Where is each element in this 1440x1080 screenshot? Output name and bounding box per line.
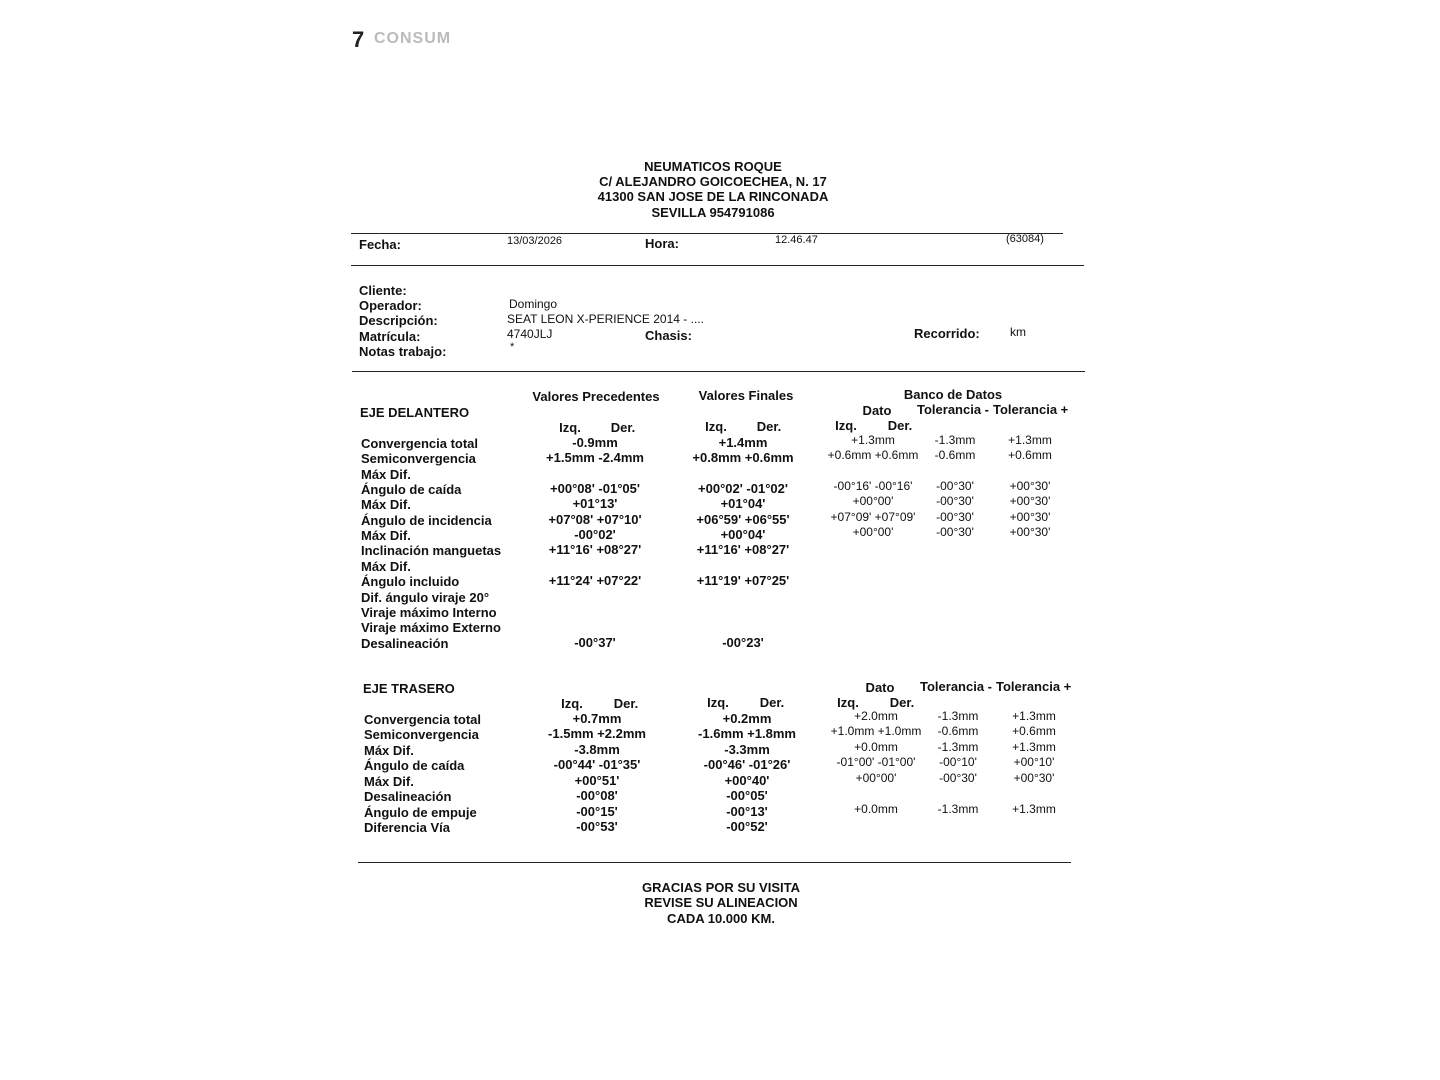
hora-value: 12.46.47: [775, 234, 818, 246]
tolerance-minus: -1.3mm: [937, 801, 979, 816]
rear-prev-izq-heading: Izq.: [561, 696, 583, 711]
rear-db-izq-heading: Izq.: [837, 695, 859, 710]
hora-label: Hora:: [645, 236, 679, 251]
front-tol-minus-heading: Tolerancia -: [917, 402, 990, 417]
spec-value: +07°09' +07°09': [830, 509, 916, 524]
row-label: Diferencia Vía: [364, 820, 450, 836]
shop-phone: SEVILLA 954791086: [651, 205, 775, 220]
col-heading-database: Banco de Datos: [903, 387, 1003, 402]
logo-mark: 7: [352, 27, 365, 52]
notas-label: Notas trabajo:: [359, 344, 447, 359]
tolerance-plus: +1.3mm: [1008, 433, 1052, 447]
shop-city: 41300 SAN JOSE DE LA RINCONADA: [597, 189, 829, 204]
prev-value: +11°16' +08°27': [548, 542, 642, 558]
prev-value: -3.8mm: [574, 741, 620, 757]
rear-tol-minus-heading: Tolerancia -: [920, 679, 993, 694]
tolerance-minus: -1.3mm: [934, 433, 976, 447]
spec-value: +1.0mm +1.0mm: [830, 724, 922, 739]
report-number: (63084): [1006, 233, 1044, 245]
row-label: Viraje máximo Externo: [361, 620, 501, 636]
tolerance-minus: -00°30': [936, 509, 974, 524]
row-label: Semiconvergencia: [361, 451, 476, 467]
spec-value: +0.0mm: [854, 801, 898, 816]
final-value: +00°04': [720, 527, 766, 543]
front-fin-izq-heading: Izq.: [705, 419, 727, 434]
spec-value: +1.3mm: [851, 433, 895, 447]
spec-value: +2.0mm: [854, 709, 898, 723]
tolerance-plus: +00°30': [1009, 525, 1051, 540]
final-value: +1.4mm: [718, 435, 768, 450]
spec-value: +00°00': [852, 525, 894, 540]
prev-value: -0.9mm: [572, 435, 618, 450]
row-label: Semiconvergencia: [364, 727, 479, 743]
final-value: -3.3mm: [724, 741, 770, 757]
operador-value: Domingo: [509, 297, 558, 311]
prev-value: +1.5mm -2.4mm: [546, 450, 644, 466]
prev-value: -00°02': [574, 527, 616, 543]
recorrido-unit: km: [1010, 325, 1026, 339]
tolerance-plus: +0.6mm: [1012, 724, 1056, 739]
prev-value: -00°37': [574, 634, 616, 650]
row-label: Convergencia total: [364, 712, 482, 727]
divider: [351, 265, 1084, 266]
rear-dato-heading: Dato: [865, 680, 895, 695]
spec-value: +0.6mm +0.6mm: [827, 448, 919, 463]
row-label: Desalineación: [361, 635, 449, 651]
row-label: Máx Dif.: [364, 773, 414, 789]
prev-value: +11°24' +07°22': [548, 573, 642, 589]
final-value: -00°13': [726, 803, 768, 819]
cliente-label: Cliente:: [359, 283, 407, 298]
recorrido-label: Recorrido:: [914, 326, 980, 341]
row-label: Ángulo incluido: [361, 574, 460, 590]
prev-value: +00°51': [574, 772, 620, 788]
front-fin-der-heading: Der.: [756, 419, 782, 434]
prev-value: +0.7mm: [572, 711, 622, 726]
tolerance-plus: +1.3mm: [1012, 801, 1056, 816]
chasis-label: Chasis:: [645, 328, 692, 343]
final-value: -1.6mm +1.8mm: [698, 726, 796, 742]
logo-text: CONSUM: [374, 30, 452, 47]
final-value: -00°52': [726, 819, 768, 835]
tolerance-plus: +1.3mm: [1012, 739, 1056, 754]
tolerance-plus: +00°30': [1009, 494, 1051, 509]
footer-reminder: REVISE SU ALINEACION: [644, 895, 798, 910]
final-value: +00°02' -01°02': [698, 481, 788, 497]
prev-value: -00°44' -01°35': [553, 757, 641, 773]
row-label: Máx Dif.: [361, 466, 411, 482]
prev-value: -1.5mm +2.2mm: [548, 726, 646, 742]
tolerance-minus: -00°30': [936, 525, 974, 540]
spec-value: +0.0mm: [854, 739, 898, 754]
spec-value: +00°00': [852, 494, 894, 509]
spec-value: +00°00': [855, 770, 897, 785]
row-label: Ángulo de incidencia: [361, 512, 492, 528]
store-logo: [352, 27, 452, 53]
row-label: Desalineación: [364, 789, 452, 805]
tolerance-plus: +1.3mm: [1012, 709, 1056, 723]
operador-label: Operador:: [359, 298, 422, 313]
rear-tol-plus-heading: Tolerancia +: [996, 679, 1072, 694]
front-prev-der-heading: Der.: [610, 420, 636, 435]
tolerance-minus: -00°10': [939, 755, 977, 770]
row-label: Máx Dif.: [361, 558, 411, 574]
prev-value: -00°15': [576, 803, 618, 819]
row-label: Viraje máximo Interno: [361, 604, 497, 620]
front-axle-title: EJE DELANTERO: [360, 405, 470, 420]
fecha-label: Fecha:: [359, 237, 401, 252]
tolerance-plus: +00°30': [1009, 479, 1051, 494]
front-tol-plus-heading: Tolerancia +: [993, 402, 1069, 417]
row-label: Convergencia total: [361, 436, 479, 451]
divider: [351, 233, 1063, 234]
spec-value: -01°00' -01°00': [836, 755, 916, 770]
row-label: Dif. ángulo viraje 20°: [361, 589, 490, 605]
tolerance-minus: -1.3mm: [937, 739, 979, 754]
rear-fin-izq-heading: Izq.: [707, 695, 729, 710]
matricula-value: 4740JLJ: [507, 327, 553, 341]
footer-thanks: GRACIAS POR SU VISITA: [642, 880, 800, 895]
final-value: -00°05': [726, 788, 768, 804]
tolerance-minus: -00°30': [936, 494, 974, 509]
row-label: Máx Dif.: [364, 742, 414, 758]
front-db-der-heading: Der.: [887, 418, 913, 433]
final-value: -00°23': [722, 634, 764, 650]
tolerance-plus: +0.6mm: [1008, 448, 1052, 463]
final-value: +01°04': [720, 496, 766, 512]
row-label: Máx Dif.: [361, 497, 411, 513]
col-heading-final: Valores Finales: [698, 388, 794, 403]
prev-value: -00°08': [576, 788, 618, 804]
row-label: Ángulo de caída: [364, 758, 465, 774]
rear-axle-title: EJE TRASERO: [363, 681, 455, 696]
final-value: +06°59' +06°55': [696, 511, 790, 527]
rear-prev-der-heading: Der.: [613, 696, 639, 711]
final-value: +0.8mm +0.6mm: [692, 450, 794, 466]
spec-value: -00°16' -00°16': [833, 479, 913, 494]
fecha-value: 13/03/2026: [507, 235, 563, 247]
tolerance-minus: -00°30': [936, 479, 974, 494]
rear-db-der-heading: Der.: [889, 695, 915, 710]
prev-value: +07°08' +07°10': [548, 511, 642, 527]
final-value: +00°40': [724, 772, 770, 788]
notas-value: *: [510, 341, 515, 353]
shop-address: C/ ALEJANDRO GOICOECHEA, N. 17: [599, 174, 827, 189]
col-heading-prev: Valores Precedentes: [532, 389, 660, 404]
tolerance-minus: -0.6mm: [934, 448, 976, 463]
shop-name: NEUMATICOS ROQUE: [644, 159, 782, 174]
row-label: Ángulo de caída: [361, 482, 462, 498]
final-value: -00°46' -01°26': [703, 757, 791, 773]
row-label: Inclinación manguetas: [361, 543, 502, 559]
front-db-izq-heading: Izq.: [835, 418, 857, 433]
row-label: Ángulo de empuje: [364, 804, 477, 820]
footer-interval: CADA 10.000 KM.: [667, 911, 775, 926]
tolerance-plus: +00°30': [1013, 770, 1055, 785]
final-value: +0.2mm: [722, 711, 772, 726]
tolerance-minus: -0.6mm: [937, 724, 979, 739]
tolerance-plus: +00°30': [1009, 509, 1051, 524]
row-label: Máx Dif.: [361, 528, 411, 544]
matricula-label: Matrícula:: [359, 329, 421, 344]
prev-value: +01°13': [572, 496, 618, 512]
descripcion-label: Descripción:: [359, 313, 438, 328]
rear-fin-der-heading: Der.: [759, 695, 785, 710]
front-prev-izq-heading: Izq.: [559, 420, 581, 435]
front-dato-heading: Dato: [862, 403, 892, 418]
tolerance-plus: +00°10': [1013, 755, 1055, 770]
tolerance-minus: -1.3mm: [937, 709, 979, 723]
divider: [358, 862, 1071, 863]
prev-value: +00°08' -01°05': [550, 481, 640, 497]
final-value: +11°16' +08°27': [696, 542, 790, 558]
tolerance-minus: -00°30': [939, 770, 977, 785]
final-value: +11°19' +07°25': [696, 573, 790, 589]
divider: [352, 371, 1085, 372]
descripcion-value: SEAT LEON X-PERIENCE 2014 - ....: [507, 312, 704, 326]
prev-value: -00°53': [576, 819, 618, 835]
